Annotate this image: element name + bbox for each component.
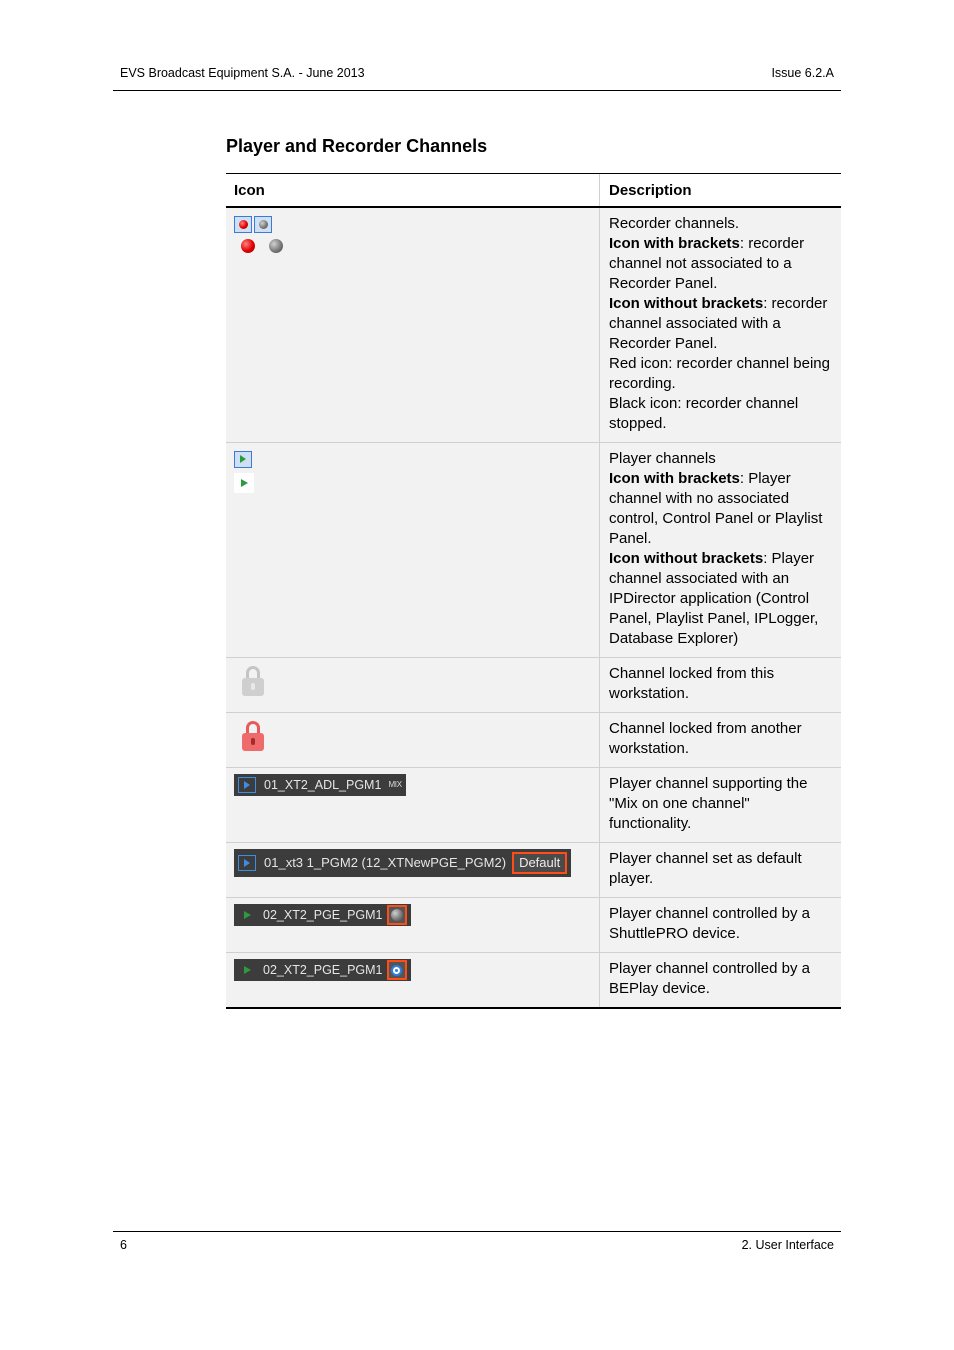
- description-cell: [600, 658, 842, 713]
- description-text: Channel locked from this workstation.: [609, 665, 775, 702]
- description-cell: [600, 898, 842, 953]
- lock-red-icon: [241, 721, 265, 751]
- icon-cell: [226, 768, 600, 843]
- channel-shuttle-badge: [234, 904, 411, 926]
- channel-beplay-badge: [234, 959, 411, 981]
- recorder-bracket-red-icon: [234, 216, 252, 233]
- description-text: Recorder channels.: [609, 215, 740, 232]
- description-text: : recorder channel associated with a Recorder Panel.: [609, 295, 828, 352]
- description-text: Player channel set as default player.: [609, 850, 802, 887]
- table-header-row: [226, 174, 841, 208]
- player-bracket-icon: [234, 451, 252, 468]
- header-rule: [113, 90, 841, 91]
- description-text: : recorder channel not associated to a Recorder Panel.: [609, 235, 805, 292]
- lock-gray-icon: [241, 666, 265, 696]
- icon-cell: [226, 207, 600, 443]
- column-header-description: Description: [600, 174, 842, 208]
- icon-cell: [226, 953, 600, 1009]
- beplay-icon: [387, 960, 407, 980]
- channel-label: 01_xt3 1_PGM2 (12_XTNewPGE_PGM2): [264, 855, 507, 870]
- table-row: [226, 713, 841, 768]
- table-row: [226, 207, 841, 443]
- table-row: [226, 843, 841, 898]
- description-text: : Player channel associated with an IPDirector application (Control Panel, Playlist Panel, IPLogger, Database Explorer): [609, 550, 819, 647]
- recorder-bracket-gray-icon: [254, 216, 272, 233]
- table-row: [226, 658, 841, 713]
- icon-cell: [226, 443, 600, 658]
- shuttlepro-icon: [387, 905, 407, 925]
- channel-label: 02_XT2_PGE_PGM1: [263, 963, 383, 977]
- description-text: Player channel controlled by a BEPlay device.: [609, 960, 810, 997]
- player-bracket-icon: [238, 777, 256, 793]
- description-bold: Icon without brackets: [609, 550, 764, 567]
- description-text: : Player channel with no associated control, Control Panel or Playlist Panel.: [609, 470, 823, 547]
- description-cell: [600, 207, 842, 443]
- icon-cell: [226, 713, 600, 768]
- header-left: EVS Broadcast Equipment S.A. - June 2013: [120, 66, 365, 80]
- description-cell: [600, 768, 842, 843]
- icon-cell: [226, 658, 600, 713]
- channels-table: [226, 173, 841, 1009]
- mix-tag: MIX: [388, 780, 402, 789]
- header-right: Issue 6.2.A: [771, 66, 834, 80]
- description-text: Channel locked from another workstation.: [609, 720, 802, 757]
- icon-cell: [226, 843, 600, 898]
- section-title: Player and Recorder Channels: [226, 136, 488, 156]
- footer-rule: [113, 1231, 841, 1232]
- channel-label: 02_XT2_PGE_PGM1: [263, 908, 383, 922]
- table-row: [226, 768, 841, 843]
- column-header-icon: Icon: [226, 174, 600, 208]
- table-row: [226, 898, 841, 953]
- recorder-red-icon: [241, 239, 255, 253]
- description-cell: [600, 953, 842, 1009]
- play-icon: [244, 905, 251, 925]
- recorder-gray-icon: [269, 239, 283, 253]
- description-text: Player channel supporting the "Mix on one channel" functionality.: [609, 775, 808, 832]
- page-number: 6: [120, 1238, 127, 1252]
- table-row: [226, 953, 841, 1009]
- default-tag: Default: [512, 852, 567, 874]
- description-bold: Icon with brackets: [609, 235, 740, 252]
- table-row: [226, 443, 841, 658]
- player-play-icon: [234, 473, 254, 493]
- description-text: Red icon: recorder channel being recording.: [609, 355, 830, 392]
- description-text: Player channel controlled by a ShuttlePRO device.: [609, 905, 810, 942]
- description-bold: Icon without brackets: [609, 295, 764, 312]
- channel-default-badge: [234, 849, 571, 877]
- play-icon: [244, 960, 251, 980]
- channel-label: 01_XT2_ADL_PGM1: [264, 778, 382, 792]
- channel-mix-badge: [234, 774, 406, 796]
- description-text: Player channels: [609, 450, 716, 467]
- footer-section: 2. User Interface: [741, 1238, 834, 1252]
- description-cell: [600, 843, 842, 898]
- description-cell: [600, 713, 842, 768]
- icon-cell: [226, 898, 600, 953]
- description-text: Black icon: recorder channel stopped.: [609, 395, 799, 432]
- description-bold: Icon with brackets: [609, 470, 740, 487]
- player-bracket-icon: [238, 855, 256, 871]
- description-cell: [600, 443, 842, 658]
